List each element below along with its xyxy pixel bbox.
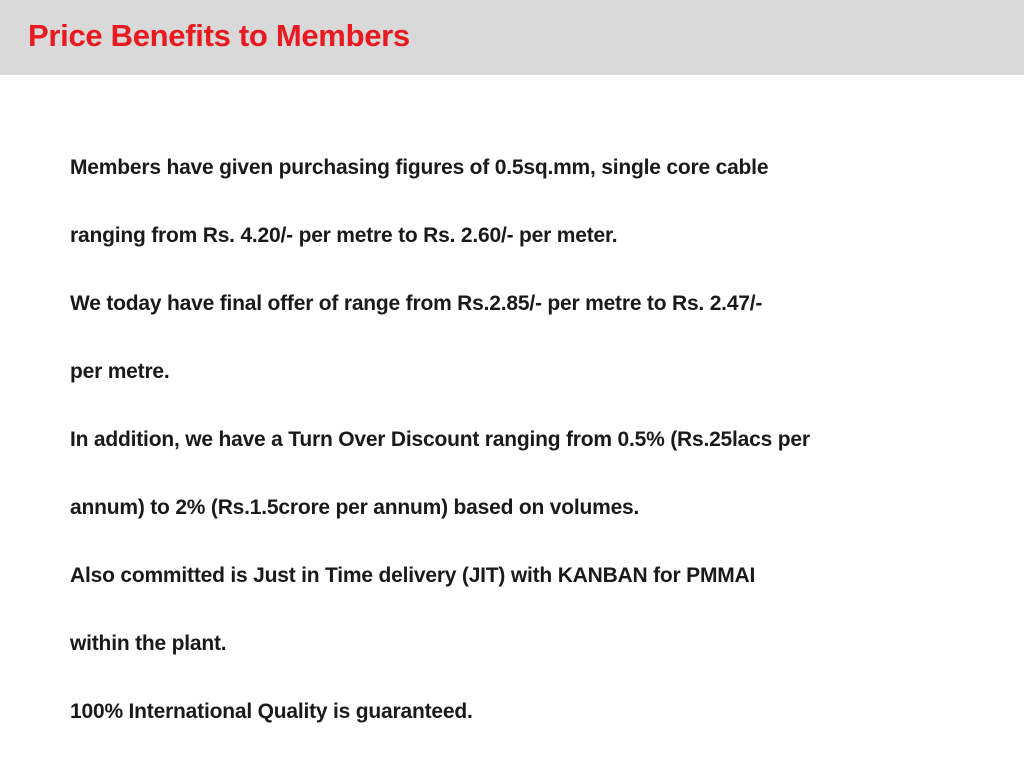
body-line: annum) to 2% (Rs.1.5crore per annum) based on volumes. — [70, 496, 640, 519]
slide-body — [70, 148, 990, 760]
body-line: ranging from Rs. 4.20/- per metre to Rs. 2.60/- per meter. — [70, 224, 618, 247]
body-line: Also committed is Just in Time delivery (JIT) with KANBAN for PMMAI — [70, 564, 756, 587]
body-line: In addition, we have a Turn Over Discount ranging from 0.5% (Rs.25lacs per — [70, 428, 810, 451]
body-line: per metre. — [70, 360, 170, 383]
body-line: Members have given purchasing figures of 0.5sq.mm, single core cable — [70, 156, 769, 179]
title-bar — [0, 0, 1024, 75]
slide-title: Price Benefits to Members — [28, 18, 410, 53]
body-line: 100% International Quality is guaranteed. — [70, 700, 473, 723]
body-line: We today have final offer of range from Rs.2.85/- per metre to Rs. 2.47/- — [70, 292, 763, 315]
body-line: within the plant. — [70, 632, 227, 655]
